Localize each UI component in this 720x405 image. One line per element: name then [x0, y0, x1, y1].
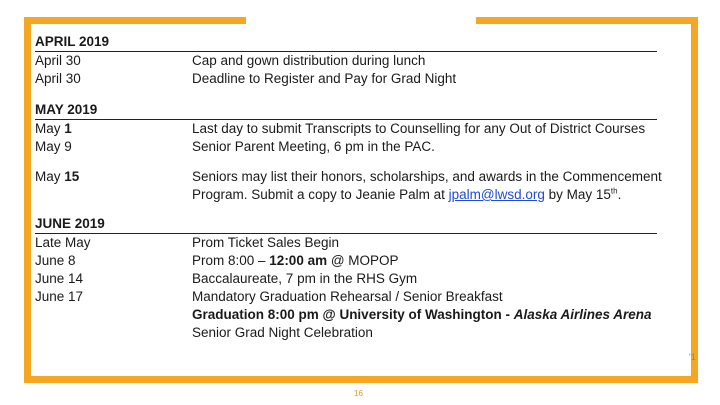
section-header-may: MAY 2019	[35, 102, 657, 120]
calendar-content	[35, 34, 695, 342]
event-date: Late May	[35, 235, 91, 250]
section-may	[35, 102, 695, 204]
event-date: June 14	[35, 271, 84, 286]
event-description: Graduation 8:00 pm @ University of Washington - Alaska Airlines Arena	[192, 307, 652, 322]
frame-top-left	[24, 17, 246, 24]
event-row	[35, 138, 695, 156]
event-date: April 30	[35, 53, 81, 68]
frame-top-right	[476, 17, 698, 24]
event-description: Prom 8:00 – 12:00 am @ MOPOP	[192, 253, 399, 268]
section-april	[35, 34, 695, 88]
event-date: May 1	[35, 121, 72, 136]
event-description: Mandatory Graduation Rehearsal / Senior Breakfast	[192, 289, 503, 304]
event-row	[35, 52, 695, 70]
event-date: May 15	[35, 169, 80, 184]
frame-left	[24, 17, 31, 383]
event-date: June 8	[35, 253, 76, 268]
event-date: April 30	[35, 71, 81, 86]
section-header-april: APRIL 2019	[35, 34, 657, 52]
event-description: Last day to submit Transcripts to Counselling for any Out of District Courses	[192, 121, 646, 136]
slide-number: '1	[689, 352, 696, 362]
page-number: 16	[354, 389, 363, 398]
event-row	[35, 70, 695, 88]
frame-bottom	[24, 376, 698, 383]
event-description: Cap and gown distribution during lunch	[192, 53, 426, 68]
event-description: Senior Grad Night Celebration	[192, 325, 373, 340]
event-date: June 17	[35, 289, 84, 304]
event-date: May 9	[35, 139, 72, 154]
event-row	[35, 234, 695, 252]
section-june	[35, 216, 695, 342]
email-link[interactable]: jpalm@lwsd.org	[448, 187, 545, 202]
event-row	[35, 324, 695, 342]
event-row	[35, 120, 695, 138]
event-row	[35, 252, 695, 270]
event-row	[35, 306, 695, 324]
event-description: Senior Parent Meeting, 6 pm in the PAC.	[192, 139, 435, 154]
event-description: Deadline to Register and Pay for Grad Night	[192, 71, 457, 86]
event-row	[35, 288, 695, 306]
event-description: Baccalaureate, 7 pm in the RHS Gym	[192, 271, 418, 286]
event-description: Prom Ticket Sales Begin	[192, 235, 340, 250]
event-row	[35, 168, 695, 204]
section-header-june: JUNE 2019	[35, 216, 657, 234]
event-row	[35, 270, 695, 288]
event-description: Seniors may list their honors, scholarships, and awards in the Commencement Program. Submit a copy to Jeanie Palm at jpalm@lwsd.org by May 15th.	[192, 169, 662, 202]
